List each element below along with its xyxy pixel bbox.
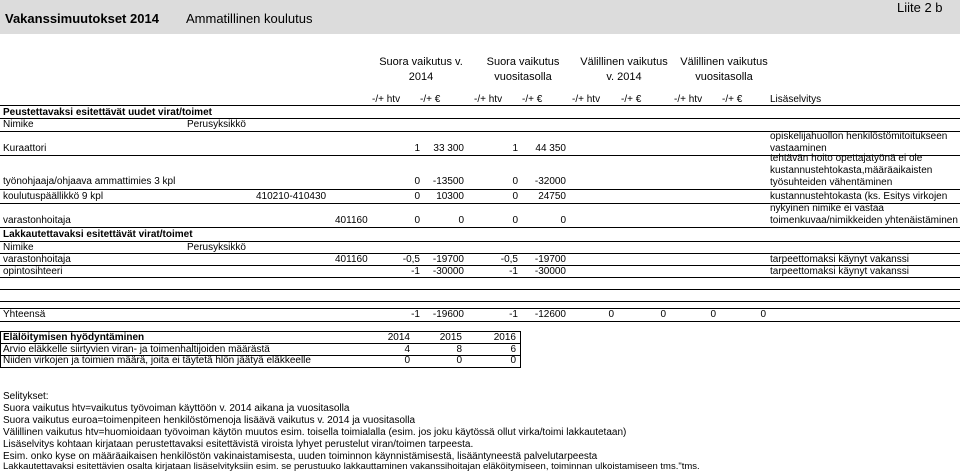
row-value: 0 (512, 191, 518, 202)
row-perus: 401160 (335, 215, 368, 226)
section-title-closed-posts: Lakkautettavaksi esitettävät virat/toimet (3, 229, 193, 240)
notes-title: Selitykset: (3, 391, 49, 402)
row-value: 33 300 (433, 143, 464, 154)
retire-year: 2014 (387, 332, 410, 343)
row-value: 0 (512, 215, 518, 226)
total-value: 0 (760, 309, 766, 320)
row-value: -19700 (432, 254, 464, 265)
row-perus: 410210-410430 (256, 191, 327, 202)
row-name: Kuraattori (3, 143, 47, 154)
total-value: 0 (710, 309, 716, 320)
col-perusyksikko: Perusyksikkö (187, 242, 246, 253)
row-value: 0 (458, 215, 464, 226)
row-value: 0 (414, 215, 420, 226)
divider (0, 289, 960, 290)
retire-row-label: Niiden virkojen ja toimien määrä, joita ei täytetä hlön jäätyä eläkkeelle (3, 355, 311, 366)
sub-eur-2: -/+ € (522, 94, 543, 105)
row-name: varastonhoitaja (3, 254, 71, 265)
row-value: 0 (414, 176, 420, 187)
divider (0, 241, 960, 242)
row-note: tehtävän hoito opettajatyönä ei ole kustannustehtokasta,määräaikaisten työsuhteiden vähentäminen (770, 153, 933, 188)
row-value: 24750 (538, 191, 566, 202)
row-note: nykyinen nimike ei vastaa toimenkuvaa/nimikkeiden yhtenäistäminen (770, 203, 958, 226)
row-value: -1 (509, 266, 518, 277)
row-note: tarpeettomaksi käynyt vakanssi (770, 266, 909, 277)
row-value: 0 (560, 215, 566, 226)
row-note: tarpeettomaksi käynyt vakanssi (770, 254, 909, 265)
note-line: Esim. onko kyse on määräaikaisen henkilöstön vakinaistamisesta, uuden toiminnon käynnistämisestä, lisääntyneestä palvelutarpeesta (3, 451, 598, 462)
divider (0, 321, 960, 322)
divider (0, 301, 960, 302)
retire-value: 8 (456, 344, 462, 355)
row-value: -1 (411, 266, 420, 277)
retire-value: 0 (456, 355, 462, 366)
divider (0, 189, 960, 190)
row-value: -19700 (534, 254, 566, 265)
sub-eur-1: -/+ € (420, 94, 441, 105)
row-value: -13500 (432, 176, 464, 187)
col-header-suora-vuosi: Suora vaikutus vuositasolla (486, 56, 560, 83)
col-nimike: Nimike (3, 242, 34, 253)
retire-value: 4 (404, 344, 410, 355)
col-nimike: Nimike (3, 119, 34, 130)
sub-eur-3: -/+ € (621, 94, 642, 105)
row-name: koulutuspäällikkö 9 kpl (3, 191, 104, 202)
note-line: Lakkautettavaksi esitettävien osalta kirjataan lisäselvityksiin esim. se perustuuko lakkauttaminen vakanssihoitajan eläköitymiseen, toiminnan ulkoistamiseen tms."tms. (3, 461, 700, 472)
row-note: kustannustehtokasta (ks. Esitys virkojen (770, 191, 948, 202)
row-value: 1 (414, 143, 420, 154)
divider (0, 227, 960, 228)
row-value: 0 (512, 176, 518, 187)
row-value: 44 350 (535, 143, 566, 154)
note-line: Suora vaikutus euroa=toimenpiteen henkilöstömenoja lisäävä vaikutus v. 2014 ja vuositasolla (3, 415, 416, 426)
section-title-new-posts: Peustettavaksi esitettävät uudet virat/toimet (3, 107, 212, 118)
total-value: -12600 (534, 309, 566, 320)
page-subtitle: Ammatillinen koulutus (186, 11, 313, 26)
row-value: -0,5 (402, 254, 420, 265)
sub-htv-3: -/+ htv (572, 94, 601, 105)
attachment-label: Liite 2 b (897, 0, 943, 15)
retire-title: Elälöitymisen hyödyntäminen (3, 332, 145, 343)
total-value: -1 (411, 309, 420, 320)
retire-value: 0 (510, 355, 516, 366)
retire-year: 2015 (439, 332, 462, 343)
divider (0, 118, 960, 119)
row-name: opintosihteeri (3, 266, 63, 277)
row-name: varastonhoitaja (3, 215, 71, 226)
total-value: 0 (660, 309, 666, 320)
lisaselvitys-header: Lisäselvitys (770, 94, 822, 105)
row-value: 0 (414, 191, 420, 202)
sub-eur-4: -/+ € (722, 94, 743, 105)
row-value: -0,5 (500, 254, 518, 265)
retire-year: 2016 (493, 332, 516, 343)
total-value: -19600 (432, 309, 464, 320)
row-perus: 401160 (335, 254, 368, 265)
col-header-suora-2014: Suora vaikutus v. 2014 (379, 56, 463, 83)
note-line: Välillinen vaikutus htv=huomioidaan työvoiman käytön muutos esim. toisella toimialalla (esim. jos joku käytössä ollut virka/toimi lakkautetaan) (3, 427, 627, 438)
col-header-valillinen-2014: Välillinen vaikutus v. 2014 (580, 56, 668, 83)
sub-htv-4: -/+ htv (674, 94, 703, 105)
sub-htv-1: -/+ htv (372, 94, 401, 105)
col-header-valillinen-vuosi: Välillinen vaikutus vuositasolla (680, 56, 768, 83)
total-value: -1 (509, 309, 518, 320)
row-note: opiskelijahuollon henkilöstömitoitukseen vastaaminen (770, 131, 948, 154)
divider (0, 277, 960, 278)
row-value: -30000 (534, 266, 566, 277)
sub-htv-2: -/+ htv (474, 94, 503, 105)
retire-value: 0 (404, 355, 410, 366)
row-value: 1 (512, 143, 518, 154)
total-label: Yhteensä (3, 309, 46, 320)
row-value: -30000 (432, 266, 464, 277)
note-line: Suora vaikutus htv=vaikutus työvoiman käyttöön v. 2014 aikana ja vuositasolla (3, 403, 350, 414)
divider (0, 105, 960, 106)
col-perusyksikko: Perusyksikkö (187, 119, 246, 130)
note-line: Lisäselvitys kohtaan kirjataan perustettavaksi esitettävistä viroista lyhyet perustelut viran/toimen tarpeesta. (3, 439, 474, 450)
total-value: 0 (608, 309, 614, 320)
page-title: Vakanssimuutokset 2014 (5, 11, 159, 26)
row-value: -32000 (534, 176, 566, 187)
row-value: 10300 (436, 191, 464, 202)
retire-row-label: Arvio eläkkelle siirtyvien viran- ja toimenhaltijoiden määrästä (3, 344, 270, 355)
row-name: työnohjaaja/ohjaava ammattimies 3 kpl (3, 176, 176, 187)
retire-value: 6 (510, 344, 516, 355)
